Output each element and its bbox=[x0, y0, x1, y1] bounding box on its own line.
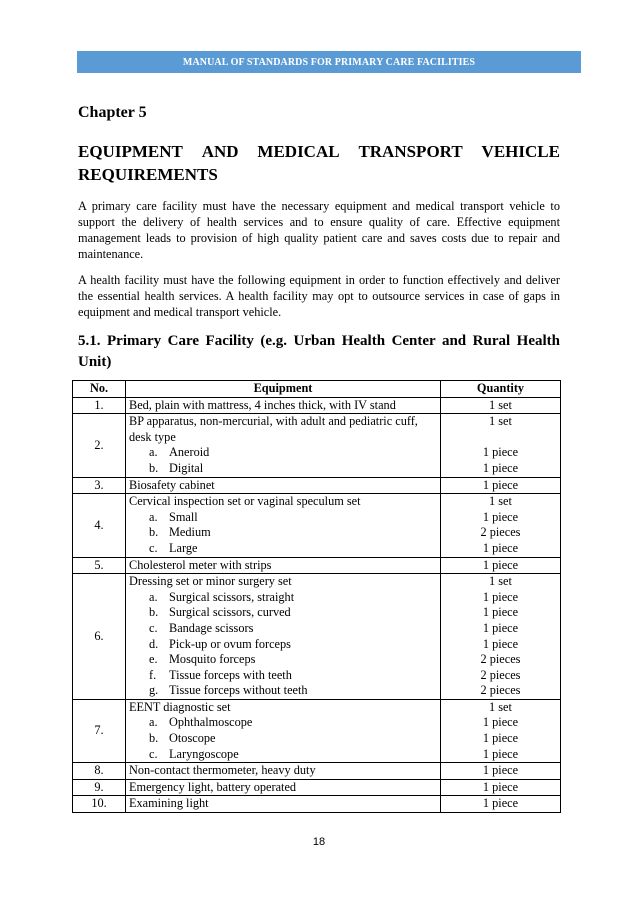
table-row bbox=[73, 796, 561, 813]
equipment-paragraph: A health facility must have the following equipment in order to function effectively and deliver the essential health services. A health facility may opt to outsource services in case of gaps in equipment and medical transport vehicle. bbox=[78, 273, 560, 319]
quantity-cell bbox=[441, 414, 561, 477]
sub-item bbox=[129, 715, 437, 731]
sub-item-quantity: 1 piece bbox=[482, 636, 519, 651]
spacer bbox=[444, 430, 557, 446]
chapter-heading: Chapter 5 bbox=[78, 104, 147, 121]
sub-item bbox=[129, 590, 437, 606]
quantity-cell bbox=[441, 763, 561, 780]
table-row bbox=[73, 494, 561, 557]
equipment-cell bbox=[126, 494, 441, 557]
equipment-cell bbox=[126, 397, 441, 414]
sub-item-letter: b. bbox=[149, 525, 159, 540]
sub-item-name: Medium bbox=[169, 525, 211, 540]
quantity-value: 1 piece bbox=[482, 763, 519, 778]
equipment-cell bbox=[126, 699, 441, 762]
row-number: 10. bbox=[73, 796, 126, 813]
equipment-name: EENT diagnostic set bbox=[129, 699, 231, 714]
equipment-name: Bed, plain with mattress, 4 inches thick, with IV stand bbox=[129, 397, 396, 412]
table-row bbox=[73, 574, 561, 700]
quantity-cell bbox=[441, 574, 561, 700]
equipment-cell bbox=[126, 796, 441, 813]
quantity-value: 1 set bbox=[489, 699, 512, 714]
sub-item-quantity: 2 pieces bbox=[480, 525, 521, 540]
sub-item-letter: a. bbox=[149, 589, 158, 604]
quantity-value: 1 set bbox=[489, 397, 512, 412]
sub-item bbox=[129, 621, 437, 637]
table-body bbox=[73, 397, 561, 812]
quantity-value: 1 piece bbox=[482, 779, 519, 794]
table-row bbox=[73, 699, 561, 762]
table-row bbox=[73, 557, 561, 574]
header-equipment: Equipment bbox=[126, 381, 441, 398]
quantity-value: 1 set bbox=[489, 414, 512, 429]
quantity-value: 1 set bbox=[489, 494, 512, 509]
sub-item-name: Laryngoscope bbox=[169, 746, 239, 761]
sub-item-name: Surgical scissors, curved bbox=[169, 605, 291, 620]
sub-item-name: Small bbox=[169, 509, 198, 524]
equipment-cell bbox=[126, 477, 441, 494]
title-word: VEHICLE bbox=[481, 142, 560, 161]
table-row bbox=[73, 477, 561, 494]
sub-item-name: Otoscope bbox=[169, 731, 216, 746]
intro-paragraph: A primary care facility must have the necessary equipment and medical transport vehicle to support the delivery of health services and to ensure quality of care. Effective equipment management leads to provision of high quality patient care and saves costs due to repair and maintenance. bbox=[78, 199, 560, 261]
row-number: 6. bbox=[73, 574, 126, 700]
header-no: No. bbox=[73, 381, 126, 398]
row-number: 3. bbox=[73, 477, 126, 494]
title-word: TRANSPORT bbox=[358, 142, 463, 161]
equipment-name: Biosafety cabinet bbox=[129, 477, 215, 492]
sub-item bbox=[129, 747, 437, 763]
equipment-name: Cervical inspection set or vaginal speculum set bbox=[129, 494, 361, 509]
sub-item-quantity: 2 pieces bbox=[480, 667, 521, 682]
sub-item-name: Digital bbox=[169, 460, 204, 475]
sub-item-letter: a. bbox=[149, 509, 158, 524]
sub-item bbox=[129, 637, 437, 653]
sub-item-letter: b. bbox=[149, 605, 159, 620]
sub-item bbox=[129, 510, 437, 526]
sub-item-letter: a. bbox=[149, 445, 158, 460]
equipment-name: Cholesterol meter with strips bbox=[129, 557, 272, 572]
sub-item-letter: b. bbox=[149, 731, 159, 746]
quantity-cell bbox=[441, 397, 561, 414]
sub-item bbox=[129, 683, 437, 699]
sub-item-name: Ophthalmoscope bbox=[169, 715, 253, 730]
sub-item-letter: a. bbox=[149, 715, 158, 730]
chapter-title bbox=[78, 140, 560, 186]
sub-item-name: Large bbox=[169, 540, 198, 555]
table-header-row bbox=[73, 381, 561, 398]
table-row bbox=[73, 397, 561, 414]
title-word: AND bbox=[201, 142, 239, 161]
sub-item bbox=[129, 652, 437, 668]
sub-item-letter: d. bbox=[149, 636, 159, 651]
sub-item-quantity: 1 piece bbox=[482, 509, 519, 524]
sub-item-name: Pick-up or ovum forceps bbox=[169, 636, 291, 651]
sub-item-letter: c. bbox=[149, 746, 158, 761]
sub-item bbox=[129, 525, 437, 541]
sub-item-letter: c. bbox=[149, 620, 158, 635]
section-heading: 5.1. Primary Care Facility (e.g. Urban Health Center and Rural Health Unit) bbox=[78, 333, 560, 370]
sub-item bbox=[129, 461, 437, 477]
sub-item bbox=[129, 668, 437, 684]
sub-item-letter: e. bbox=[149, 652, 158, 667]
equipment-cell bbox=[126, 574, 441, 700]
row-number: 1. bbox=[73, 397, 126, 414]
equipment-name: Non-contact thermometer, heavy duty bbox=[129, 763, 316, 778]
title-word: MEDICAL bbox=[257, 142, 340, 161]
sub-item-quantity: 1 piece bbox=[482, 715, 519, 730]
sub-item-quantity: 1 piece bbox=[482, 589, 519, 604]
equipment-name: BP apparatus, non-mercurial, with adult and pediatric cuff, desk type bbox=[129, 414, 418, 444]
sub-item-quantity: 1 piece bbox=[482, 540, 519, 555]
sub-item bbox=[129, 445, 437, 461]
equipment-cell bbox=[126, 557, 441, 574]
row-number: 5. bbox=[73, 557, 126, 574]
sub-item-quantity: 1 piece bbox=[482, 731, 519, 746]
equipment-table bbox=[72, 380, 561, 813]
sub-item-name: Surgical scissors, straight bbox=[169, 589, 295, 604]
table-row bbox=[73, 763, 561, 780]
row-number: 7. bbox=[73, 699, 126, 762]
sub-item-name: Tissue forceps with teeth bbox=[169, 667, 292, 682]
table-row bbox=[73, 414, 561, 477]
equipment-cell bbox=[126, 779, 441, 796]
sub-item-letter: g. bbox=[149, 683, 159, 698]
row-number: 8. bbox=[73, 763, 126, 780]
row-number: 9. bbox=[73, 779, 126, 796]
equipment-name: Emergency light, battery operated bbox=[129, 779, 297, 794]
quantity-value: 1 set bbox=[489, 574, 512, 589]
equipment-name: Dressing set or minor surgery set bbox=[129, 574, 292, 589]
sub-item-name: Mosquito forceps bbox=[169, 652, 256, 667]
sub-item-letter: b. bbox=[149, 460, 159, 475]
row-number: 2. bbox=[73, 414, 126, 477]
row-number: 4. bbox=[73, 494, 126, 557]
quantity-value: 1 piece bbox=[482, 796, 519, 811]
title-word: EQUIPMENT bbox=[78, 142, 183, 161]
page-number: 18 bbox=[312, 836, 326, 848]
sub-item bbox=[129, 541, 437, 557]
quantity-cell bbox=[441, 779, 561, 796]
quantity-cell bbox=[441, 796, 561, 813]
sub-item-letter: c. bbox=[149, 540, 158, 555]
sub-item-name: Tissue forceps without teeth bbox=[169, 683, 308, 698]
quantity-cell bbox=[441, 494, 561, 557]
equipment-name: Examining light bbox=[129, 796, 209, 811]
sub-item-name: Aneroid bbox=[169, 445, 210, 460]
title-line-1 bbox=[78, 140, 560, 163]
sub-item-quantity: 1 piece bbox=[482, 620, 519, 635]
sub-item-quantity: 1 piece bbox=[482, 746, 519, 761]
sub-item bbox=[129, 605, 437, 621]
quantity-value: 1 piece bbox=[482, 477, 519, 492]
header-banner: MANUAL OF STANDARDS FOR PRIMARY CARE FACILITIES bbox=[77, 51, 581, 73]
table-row bbox=[73, 779, 561, 796]
sub-item-quantity: 2 pieces bbox=[480, 652, 521, 667]
header-quantity: Quantity bbox=[441, 381, 561, 398]
quantity-cell bbox=[441, 557, 561, 574]
title-line-2: REQUIREMENTS bbox=[78, 165, 218, 184]
quantity-cell bbox=[441, 477, 561, 494]
equipment-cell bbox=[126, 763, 441, 780]
sub-item-letter: f. bbox=[149, 667, 157, 682]
sub-item-quantity: 1 piece bbox=[482, 605, 519, 620]
sub-item bbox=[129, 731, 437, 747]
quantity-value: 1 piece bbox=[482, 557, 519, 572]
quantity-cell bbox=[441, 699, 561, 762]
sub-item-name: Bandage scissors bbox=[169, 620, 254, 635]
sub-item-quantity: 1 piece bbox=[482, 445, 519, 460]
equipment-cell bbox=[126, 414, 441, 477]
sub-item-quantity: 2 pieces bbox=[480, 683, 521, 698]
sub-item-quantity: 1 piece bbox=[482, 460, 519, 475]
